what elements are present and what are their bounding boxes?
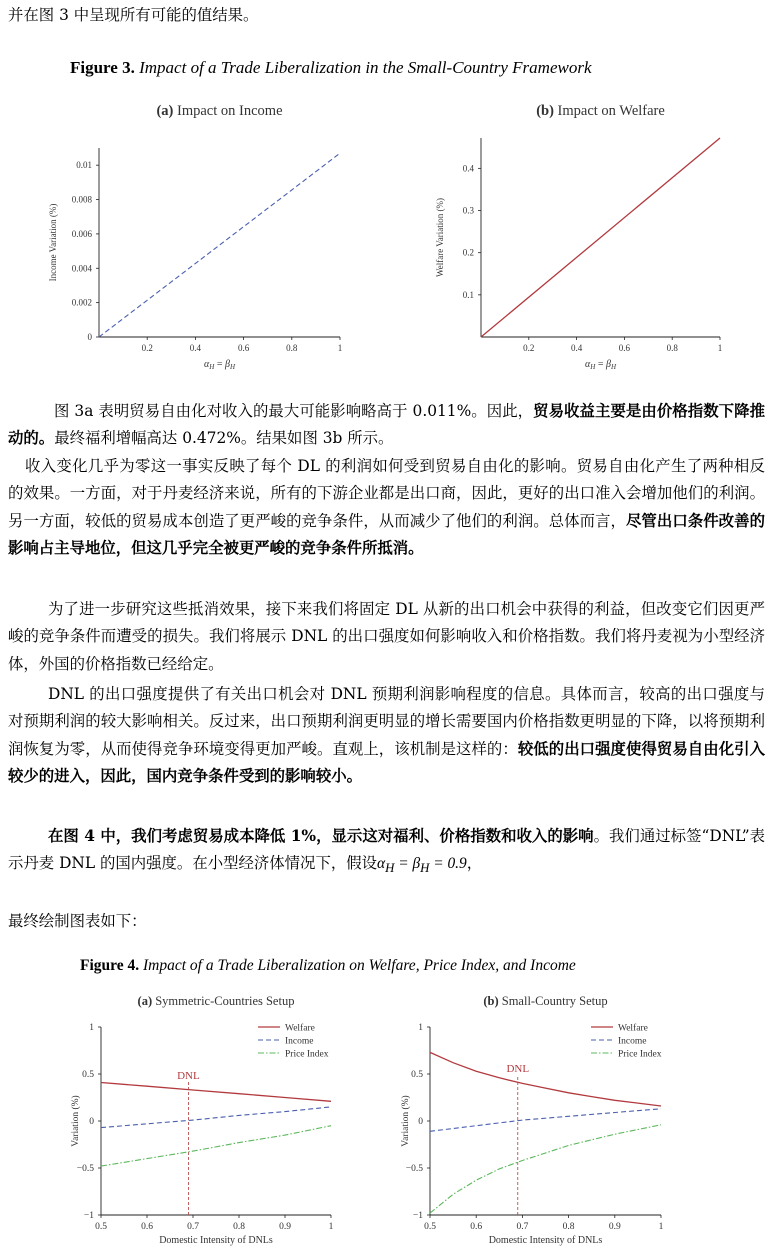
x-tick-label: 0.4 <box>189 343 202 353</box>
x-tick-label: 0.8 <box>286 343 298 353</box>
figure3-label: Figure 3. <box>70 58 135 77</box>
figure3-caption <box>70 58 592 78</box>
y-tick-label: 1 <box>89 1023 94 1033</box>
x-tick-label: 0.7 <box>187 1222 199 1232</box>
x-tick-label: 1 <box>658 1222 664 1232</box>
legend-label: Welfare <box>618 1023 648 1034</box>
x-tick-label: 0.9 <box>279 1222 291 1232</box>
chart-title <box>483 994 607 1008</box>
y-tick-label: 0.002 <box>71 297 92 308</box>
dnl-marker-label: DNL <box>177 1070 200 1082</box>
series-price-index-line <box>430 1125 661 1213</box>
y-tick-label: 0.01 <box>76 160 92 171</box>
y-tick-label: 0.006 <box>71 228 92 239</box>
series-price-index-line <box>101 1126 331 1166</box>
y-axis-label: Variation (%) <box>71 1095 81 1147</box>
y-tick-label: 0.004 <box>71 263 92 274</box>
series-welfare-line <box>430 1049 662 1106</box>
chart-title <box>138 994 295 1008</box>
figure4-caption <box>80 957 576 975</box>
x-tick-label: 0.5 <box>95 1222 107 1232</box>
legend-label: Price Index <box>618 1049 662 1060</box>
y-tick-label: −0.5 <box>76 1164 94 1174</box>
chart-title-text: Impact on Income <box>177 103 283 119</box>
x-tick-label: 1 <box>337 343 343 353</box>
figure3-caption-text: Impact of a Trade Liberalization in the Small-Country Framework <box>139 58 592 77</box>
y-tick-label: −0.5 <box>405 1164 423 1174</box>
x-axis-label: $\alpha_H = \beta_H$ <box>585 359 616 371</box>
x-tick-label: 0.9 <box>608 1222 621 1232</box>
y-tick-label: 0.4 <box>462 163 474 174</box>
chart-panel-label: (a) <box>156 103 178 119</box>
y-tick-label: 0.008 <box>71 194 92 205</box>
y-axis-label: Welfare Variation (%) <box>435 197 445 278</box>
chart-title <box>536 103 665 119</box>
legend-label: Income <box>618 1036 647 1047</box>
x-axis-label: Domestic Intensity of DNLs <box>488 1235 603 1246</box>
x-tick-label: 0.2 <box>141 343 153 353</box>
y-tick-label: 0.2 <box>462 247 474 258</box>
y-axis-label: Variation (%) <box>401 1095 411 1147</box>
x-tick-label: 1 <box>717 343 723 353</box>
x-tick-label: 1 <box>328 1222 334 1232</box>
figure4-label: Figure 4. <box>80 957 140 974</box>
y-tick-label: 0.5 <box>82 1070 94 1080</box>
x-tick-label: 0.6 <box>618 343 631 353</box>
y-tick-label: 0 <box>87 332 92 342</box>
x-axis-label: Domestic Intensity of DNLs <box>159 1235 273 1246</box>
y-tick-label: 0.5 <box>411 1070 423 1080</box>
math-formula: $\alpha_H = \beta_H = 0.9$ <box>377 855 467 876</box>
y-tick-label: 1 <box>418 1023 423 1033</box>
series-welfare-line <box>101 1083 331 1102</box>
x-axis-label: $\alpha_H = \beta_H$ <box>204 359 235 371</box>
chart-title-text: Impact on Welfare <box>557 103 665 119</box>
figure3b-welfare-chart <box>420 88 750 388</box>
legend-label: Income <box>285 1036 314 1047</box>
x-tick-label: 0.2 <box>523 343 535 353</box>
legend-label: Welfare <box>285 1023 315 1034</box>
series-income-line <box>101 1107 331 1128</box>
paragraph-2: 收入变化几乎为零这一事实反映了每个 DL 的利润如何受到贸易自由化的影响。贸易自由化产生了两种相反的效果。一方面，对于丹麦经济来说，所有的下游企业都是出口商，因此，更好的出口准入会增加他们的利润。另一方面，较低的贸易成本创造了更严峻的竞争条件，从而减少了他们的利润。总体而言，尽管出口条件改善的影响占主导地位，但这几乎完全被更严峻的竞争条件所抵消。 <box>8 457 765 557</box>
paragraph-5: 在图 4 中，我们考虑贸易成本降低 1%，显示这对福利、价格指数和收入的影响。我们通过标签“DNL”表示丹麦 DNL 的国内强度。在小型经济体情况下，假设$\alpha_H = \beta_H = 0.9$， <box>8 827 765 876</box>
x-tick-label: 0.5 <box>424 1222 436 1232</box>
legend-label: Price Index <box>285 1049 329 1060</box>
x-tick-label: 0.8 <box>562 1222 575 1232</box>
y-tick-label: 0 <box>418 1117 423 1127</box>
series-welfare-line <box>481 138 720 337</box>
y-axis-label: Income Variation (%) <box>48 203 58 282</box>
y-tick-label: 0.3 <box>462 205 474 216</box>
dnl-marker-label: DNL <box>506 1063 530 1075</box>
series-income-line <box>99 153 340 337</box>
figure4b-small-country-chart <box>395 985 740 1253</box>
intro-line: 并在图 3 中呈现所有可能的值结果。 <box>8 6 259 24</box>
x-tick-label: 0.7 <box>516 1222 529 1232</box>
x-tick-label: 0.6 <box>237 343 250 353</box>
figure3a-income-chart <box>40 88 370 388</box>
x-tick-label: 0.6 <box>141 1222 153 1232</box>
series-income-line <box>430 1109 661 1132</box>
chart-panel-label: (b) <box>536 103 558 119</box>
figure4-caption-text: Impact of a Trade Liberalization on Welfare, Price Index, and Income <box>143 957 576 974</box>
y-tick-label: 0 <box>89 1117 94 1127</box>
x-tick-label: 0.8 <box>666 343 678 353</box>
x-tick-label: 0.6 <box>470 1222 483 1232</box>
x-tick-label: 0.8 <box>233 1222 245 1232</box>
x-tick-label: 0.4 <box>570 343 583 353</box>
paragraph-1: 图 3a 表明贸易自由化对收入的最大可能影响略高于 0.011%。因此，贸易收益主要是由价格指数下降推动的。最终福利增幅高达 0.472%。结果如图 3b 所示。 <box>8 402 765 448</box>
y-tick-label: −1 <box>83 1211 94 1221</box>
chart-panel-label: (b) <box>483 994 502 1008</box>
y-tick-label: 0.1 <box>462 289 474 300</box>
chart-title-text: Small-Country Setup <box>501 994 608 1008</box>
paragraph-5-end: 最终绘制图表如下： <box>8 912 147 930</box>
paragraph-3: 为了进一步研究这些抵消效果，接下来我们将固定 DL 从新的出口机会中获得的利益，但改变它们因更严峻的竞争条件而遭受的损失。我们将展示 DNL 的出口强度如何影响收入和价格指数。我们将丹麦视为小型经济体，外国的价格指数已经给定。 <box>8 600 765 673</box>
chart-title <box>156 103 282 119</box>
paragraph-4: DNL 的出口强度提供了有关出口机会对 DNL 预期利润影响程度的信息。具体而言，较高的出口强度与对预期利润的较大影响相关。反过来，出口预期利润更明显的增长需要国内价格指数更明显的下降，以将预期利润恢复为零，从而使得竞争环境变得更加严峻。直观上，该机制是这样的：较低的出口强度使得贸易自由化引入较少的进入，因此，国内竞争条件受到的影响较小。 <box>8 685 765 785</box>
chart-title-text: Symmetric-Countries Setup <box>155 994 295 1008</box>
chart-panel-label: (a) <box>137 994 156 1008</box>
figure4a-symmetric-chart <box>50 985 395 1253</box>
y-tick-label: −1 <box>412 1211 423 1221</box>
